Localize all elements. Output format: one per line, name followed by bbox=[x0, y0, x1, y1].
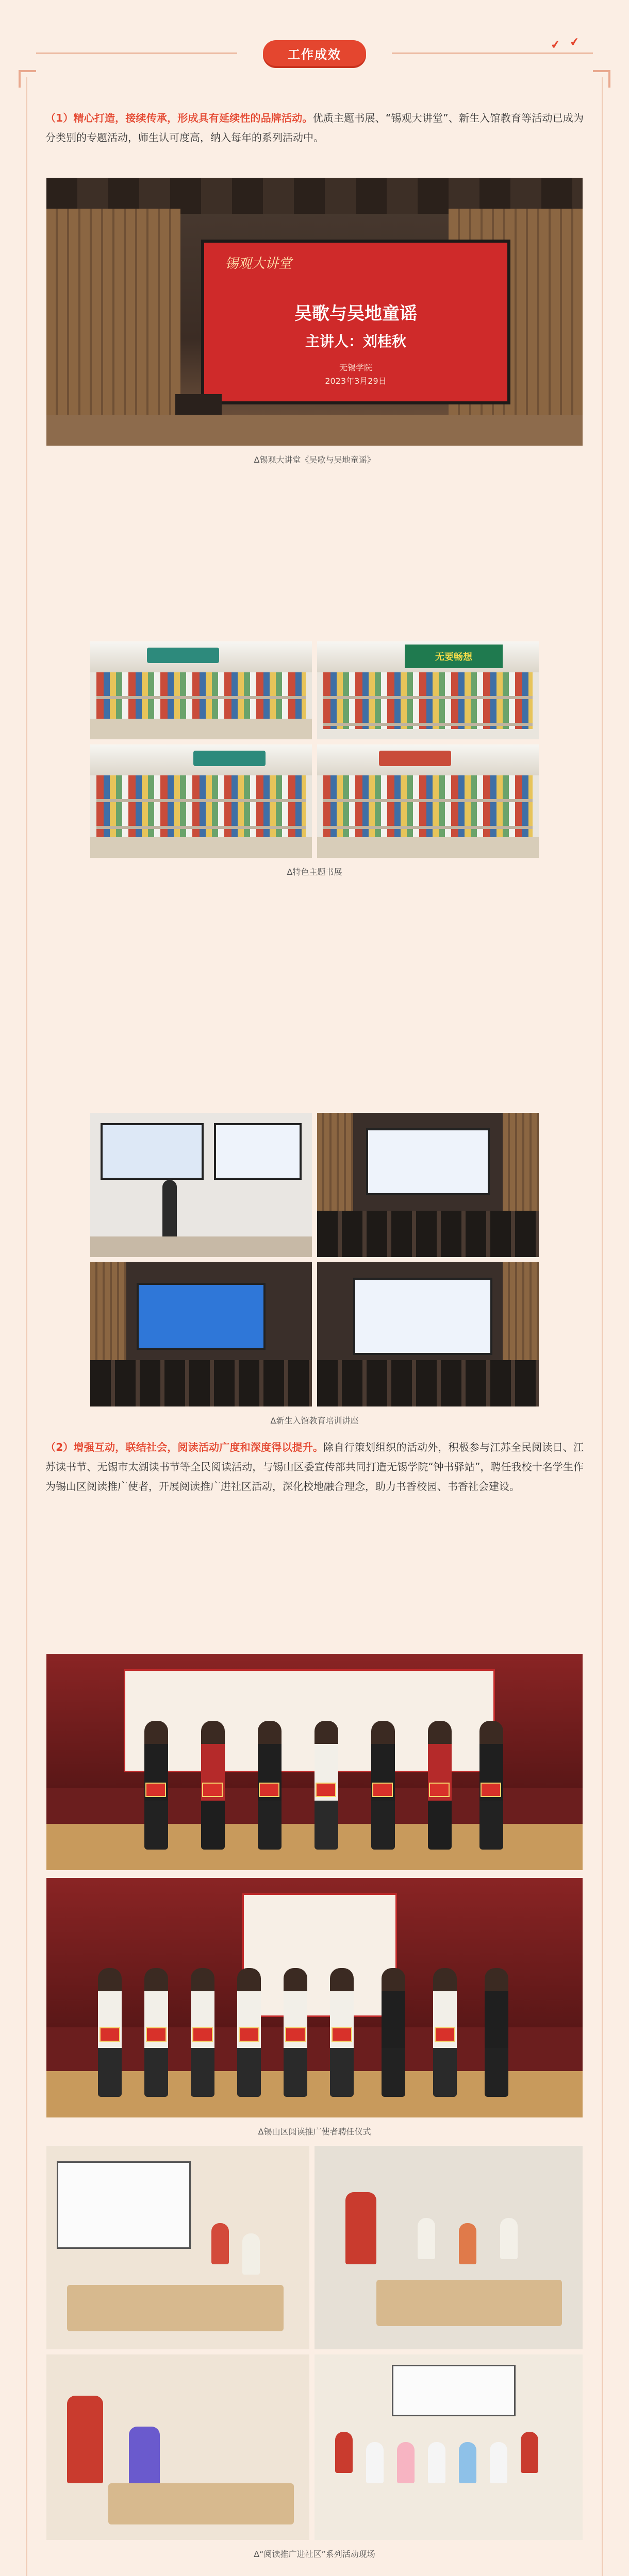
certificate bbox=[481, 1783, 501, 1797]
person-figure bbox=[335, 2432, 353, 2473]
person-figure bbox=[490, 2442, 507, 2483]
bookshelf-photo bbox=[317, 641, 539, 739]
certificate bbox=[332, 2027, 352, 2042]
training-photo bbox=[317, 1113, 539, 1257]
header-rule bbox=[392, 53, 593, 54]
certificate bbox=[192, 2027, 213, 2042]
ambassador-photo bbox=[46, 1654, 583, 1870]
bookshelf-photo bbox=[90, 641, 312, 739]
shelf-sign bbox=[379, 751, 451, 766]
certificate bbox=[146, 2027, 167, 2042]
shelf-banner: 无要畅想 bbox=[405, 645, 503, 668]
stage-floor bbox=[46, 415, 583, 446]
lecture-speaker: 主讲人：刘桂秋 bbox=[305, 333, 406, 350]
projected-slide bbox=[366, 1128, 490, 1195]
shelf-sign bbox=[147, 648, 219, 663]
table bbox=[67, 2285, 284, 2331]
projected-slide bbox=[137, 1283, 266, 1350]
person-figure bbox=[345, 2192, 376, 2264]
shelf-floor bbox=[317, 837, 539, 858]
audience-seats bbox=[317, 1360, 539, 1406]
display-screen bbox=[57, 2161, 191, 2249]
training-photo bbox=[317, 1262, 539, 1406]
shelf-floor bbox=[90, 719, 312, 739]
page-title: 工作成效 bbox=[263, 40, 366, 66]
wood-wall bbox=[46, 209, 180, 415]
audience-seats bbox=[90, 1360, 312, 1406]
community-photo bbox=[314, 2146, 583, 2349]
certificate bbox=[239, 2027, 259, 2042]
lecture-series: 锡观大讲堂 bbox=[225, 256, 292, 272]
shelf-floor bbox=[90, 837, 312, 858]
projected-slide bbox=[353, 1278, 492, 1355]
caption-community: Δ“阅读推广进社区”系列活动现场 bbox=[254, 2549, 375, 2559]
lecture-org: 无锡学院 bbox=[339, 363, 372, 372]
person-figure bbox=[366, 2442, 384, 2483]
lecture-screen bbox=[201, 240, 510, 404]
frame-corner bbox=[19, 70, 36, 88]
caption-ambassador: Δ锡山区阅读推广使者聘任仪式 bbox=[258, 2127, 371, 2137]
shelf-rows bbox=[323, 672, 533, 729]
person-figure bbox=[459, 2442, 476, 2483]
certificate bbox=[145, 1783, 166, 1797]
person-figure bbox=[500, 2218, 518, 2259]
display-screen bbox=[392, 2365, 516, 2416]
community-photo bbox=[46, 2146, 309, 2349]
person-figure bbox=[428, 2442, 445, 2483]
caption-lecture: Δ锡观大讲堂《吴歌与吴地童谣》 bbox=[254, 455, 375, 465]
shelf-rows bbox=[323, 775, 533, 848]
header-rule bbox=[36, 53, 237, 54]
person-figure bbox=[211, 2223, 229, 2264]
training-photo bbox=[90, 1113, 312, 1257]
bird-decoration-icon: ✔ ✔ bbox=[550, 35, 584, 53]
person-figure bbox=[485, 1968, 508, 2097]
lecture-photo bbox=[46, 178, 583, 446]
certificate bbox=[435, 2027, 455, 2042]
shelf-sign bbox=[193, 751, 266, 766]
section-1-lead: （1）精心打造，接续传承，形成具有延续性的品牌活动。 bbox=[45, 112, 313, 124]
section-2-text bbox=[45, 1437, 584, 1496]
certificate bbox=[285, 2027, 306, 2042]
caption-training: Δ新生入馆教育培训讲座 bbox=[270, 1416, 359, 1426]
certificate bbox=[316, 1783, 336, 1797]
person-figure bbox=[418, 2218, 435, 2259]
community-photo bbox=[314, 2354, 583, 2540]
section-2-lead: （2）增强互动，联结社会，阅读活动广度和深度得以提升。 bbox=[45, 1441, 324, 1453]
person-figure bbox=[67, 2396, 103, 2483]
section-1-text bbox=[45, 108, 584, 147]
wood-wall bbox=[90, 1262, 126, 1360]
certificate bbox=[100, 2027, 120, 2042]
person-figure bbox=[397, 2442, 415, 2483]
lecture-date: 2023年3月29日 bbox=[325, 376, 387, 386]
section-header bbox=[0, 37, 629, 68]
audience-seats bbox=[317, 1211, 539, 1257]
wood-wall bbox=[503, 1262, 539, 1360]
certificate bbox=[259, 1783, 279, 1797]
speaker-figure bbox=[162, 1180, 177, 1242]
bookshelf-photo bbox=[317, 744, 539, 858]
person-figure bbox=[521, 2432, 538, 2473]
certificate bbox=[202, 1783, 223, 1797]
lecture-title: 吴歌与吴地童谣 bbox=[294, 303, 417, 324]
person-figure bbox=[382, 1968, 405, 2097]
section-1-body: 优质主题书展、“锡观大讲堂”、新生入馆教育等活动已成为分类别的专题活动，师生认可度高，纳入每年的系列活动中。 bbox=[45, 112, 584, 144]
caption-bookshelf: Δ特色主题书展 bbox=[287, 867, 342, 877]
table bbox=[108, 2483, 294, 2524]
shelf-rows bbox=[96, 775, 306, 848]
frame-corner bbox=[593, 70, 610, 88]
table bbox=[376, 2280, 562, 2326]
wood-wall bbox=[317, 1113, 353, 1211]
ambassador-board bbox=[242, 1893, 397, 2017]
wood-wall bbox=[503, 1113, 539, 1211]
ambassador-photo bbox=[46, 1878, 583, 2117]
person-figure bbox=[129, 2427, 160, 2488]
projected-slide bbox=[101, 1123, 204, 1180]
certificate bbox=[429, 1783, 450, 1797]
person-figure bbox=[242, 2233, 260, 2275]
training-photo bbox=[90, 1262, 312, 1406]
section-2-body: 除自行策划组织的活动外，积极参与江苏全民阅读日、江苏读书节、无锡市太湖读书节等全民阅读活动，与锡山区委宣传部共同打造无锡学院“钟书驿站”，聘任我校十名学生作为锡山区阅读推广使者，开展阅读推广进社区活动，深化校地融合理念，助力书香校园、书香社会建设。 bbox=[45, 1441, 584, 1493]
community-photo bbox=[46, 2354, 309, 2540]
projected-slide bbox=[214, 1123, 302, 1180]
room-floor bbox=[90, 1236, 312, 1257]
certificate bbox=[372, 1783, 393, 1797]
bookshelf-photo bbox=[90, 744, 312, 858]
person-figure bbox=[459, 2223, 476, 2264]
